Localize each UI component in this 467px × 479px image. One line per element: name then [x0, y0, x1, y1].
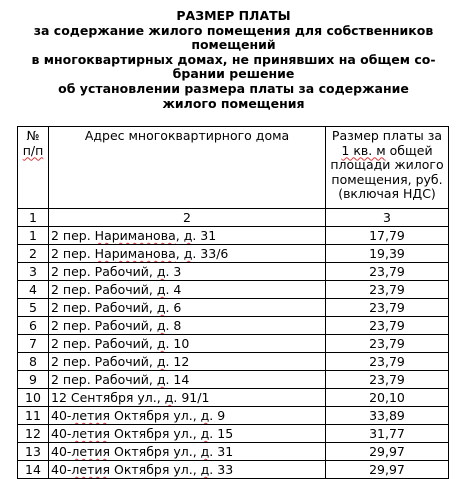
row-fee: 19,39 [326, 245, 449, 263]
row-number: 13 [18, 443, 49, 461]
row-number: 7 [18, 335, 49, 353]
address-part: . 33 [209, 462, 234, 477]
header-fee-line: (включая НДС) [338, 186, 436, 202]
table-row [18, 461, 449, 479]
table-row [18, 371, 449, 389]
row-number: 9 [18, 371, 49, 389]
row-address [49, 443, 326, 461]
address-part: д [156, 300, 166, 315]
row-address [49, 299, 326, 317]
address-part: летия [71, 408, 111, 423]
row-address [49, 335, 326, 353]
address-part: д [200, 444, 210, 459]
address-part: . 31 [192, 228, 217, 243]
row-number: 3 [18, 263, 49, 281]
table-row [18, 407, 449, 425]
document-title [0, 9, 467, 111]
address-part: 2 пер. Рабочий, [51, 282, 157, 297]
address-part: . 3 [165, 264, 182, 279]
address-part: Октября ул., [110, 444, 201, 459]
address-part: Нариманова [94, 228, 176, 243]
row-number: 2 [18, 245, 49, 263]
row-fee: 33,89 [326, 407, 449, 425]
row-address [49, 317, 326, 335]
row-fee: 29,97 [326, 461, 449, 479]
address-part: д [200, 408, 210, 423]
row-fee: 23,79 [326, 335, 449, 353]
address-part: . 4 [165, 282, 182, 297]
address-part: 2 пер. Рабочий, [51, 336, 157, 351]
address-part: летия [71, 444, 111, 459]
table-row [18, 317, 449, 335]
row-number: 12 [18, 425, 49, 443]
address-part: 2 пер. [51, 246, 95, 261]
row-fee: 31,77 [326, 425, 449, 443]
address-part: д [183, 246, 193, 261]
address-part: летия [71, 426, 111, 441]
address-part: Нариманова [94, 246, 176, 261]
address-part: д [156, 318, 166, 333]
table-row [18, 335, 449, 353]
row-fee: 23,79 [326, 281, 449, 299]
address-part: . 14 [165, 372, 190, 387]
header-number-abbrev: п/п [22, 142, 44, 158]
title-line: помещений [191, 37, 276, 53]
row-address [49, 425, 326, 443]
address-part: Октября ул., [110, 462, 201, 477]
row-fee: 23,79 [326, 299, 449, 317]
header-fee-line: площади жилого [330, 157, 444, 173]
row-address [49, 353, 326, 371]
address-part: 2 пер. Рабочий, [51, 372, 157, 387]
header-address: Адрес многоквартирного дома [49, 127, 326, 209]
address-part: д [164, 390, 174, 405]
row-number: 5 [18, 299, 49, 317]
address-part: 40- [51, 444, 72, 459]
row-number: 11 [18, 407, 49, 425]
address-part: . 31 [209, 444, 234, 459]
row-fee: 23,79 [326, 263, 449, 281]
row-number: 10 [18, 389, 49, 407]
row-number: 14 [18, 461, 49, 479]
row-address [49, 263, 326, 281]
title-line: в многоквартирных домах, не принявших на общем со- [31, 51, 436, 67]
row-number: 6 [18, 317, 49, 335]
address-part: д [156, 354, 166, 369]
row-address [49, 461, 326, 479]
address-part: д [156, 264, 166, 279]
header-fee-unit: 1 кв. м [341, 142, 386, 158]
title-line: за содержание жилого помещения для собственников [33, 22, 434, 38]
address-part: д [156, 336, 166, 351]
address-part: . 15 [209, 426, 234, 441]
table-row [18, 263, 449, 281]
row-address [49, 281, 326, 299]
header-fee-line: общей [385, 142, 433, 158]
row-fee: 29,97 [326, 443, 449, 461]
address-part: . 9 [209, 408, 226, 423]
header-number [18, 127, 49, 209]
address-part: д [156, 282, 166, 297]
column-index: 3 [326, 209, 449, 227]
table-row [18, 245, 449, 263]
table-row [18, 425, 449, 443]
row-fee: 20,10 [326, 389, 449, 407]
row-fee: 23,79 [326, 353, 449, 371]
title-line: жилого помещения [162, 95, 305, 111]
address-part: д [200, 426, 210, 441]
header-fee [326, 127, 449, 209]
column-index-row [18, 209, 449, 227]
address-part: 12 Сентября ул., [51, 390, 165, 405]
address-part: 2 пер. Рабочий, [51, 354, 157, 369]
address-part: д [200, 462, 210, 477]
table-header-row [18, 127, 449, 209]
address-part: 40- [51, 462, 72, 477]
table-row [18, 353, 449, 371]
address-part: 2 пер. Рабочий, [51, 300, 157, 315]
address-part: Октября ул., [110, 408, 201, 423]
table-row [18, 299, 449, 317]
address-part: 40- [51, 426, 72, 441]
fee-table [17, 126, 449, 479]
table-row [18, 443, 449, 461]
row-fee: 23,79 [326, 317, 449, 335]
row-address [49, 227, 326, 245]
title-line: РАЗМЕР ПЛАТЫ [176, 8, 291, 23]
address-part: летия [71, 462, 111, 477]
row-fee: 17,79 [326, 227, 449, 245]
column-index: 1 [18, 209, 49, 227]
row-address [49, 407, 326, 425]
address-part: . 10 [165, 336, 190, 351]
address-part: . 33/6 [192, 246, 229, 261]
address-part: д [156, 372, 166, 387]
address-part: д [183, 228, 193, 243]
row-address [49, 245, 326, 263]
table-row [18, 227, 449, 245]
header-fee-line: Размер платы за [331, 128, 443, 143]
header-number-symbol: № [26, 128, 40, 143]
address-part: . 91/1 [173, 390, 210, 405]
row-number: 4 [18, 281, 49, 299]
address-part: . 8 [165, 318, 182, 333]
row-address [49, 389, 326, 407]
row-address [49, 371, 326, 389]
address-part: 40- [51, 408, 72, 423]
address-part: , [175, 228, 184, 243]
table-row [18, 389, 449, 407]
address-part: , [175, 246, 184, 261]
title-line: брании решение [172, 66, 295, 82]
address-part: . 6 [165, 300, 182, 315]
header-fee-line: помещения, руб. [331, 171, 443, 187]
address-part: 2 пер. [51, 228, 95, 243]
row-number: 1 [18, 227, 49, 245]
address-part: 2 пер. Рабочий, [51, 318, 157, 333]
table-row [18, 281, 449, 299]
address-part: 2 пер. Рабочий, [51, 264, 157, 279]
row-number: 8 [18, 353, 49, 371]
address-part: . 12 [165, 354, 190, 369]
address-part: Октября ул., [110, 426, 201, 441]
row-fee: 23,79 [326, 371, 449, 389]
column-index: 2 [49, 209, 326, 227]
title-line: об установлении размера платы за содержание [58, 80, 409, 96]
